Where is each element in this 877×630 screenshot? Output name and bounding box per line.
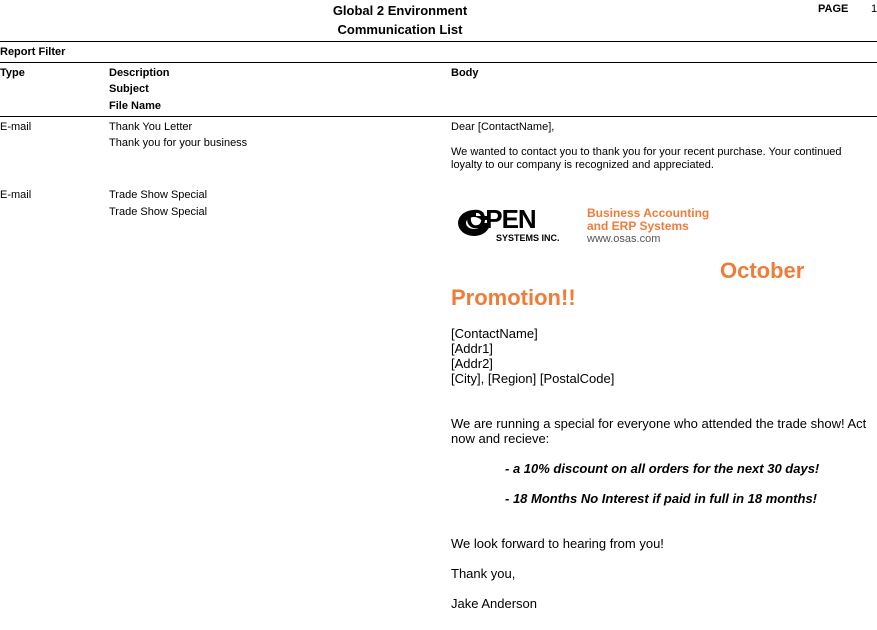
address-line: [City], [Region] [PostalCode] [451,371,615,386]
address-line: [Addr2] [451,356,493,371]
closing-line2: Thank you, [451,566,516,581]
row-description: Trade Show Special [109,189,208,201]
logo-brand-top: OPEN [466,204,536,234]
signature: Jake Anderson [451,596,538,611]
header-rule [0,41,877,42]
row-type: E-mail [0,121,32,133]
row-description: Thank You Letter [109,121,193,133]
page-label: PAGE [818,3,849,15]
logo-brand-bottom: SYSTEMS INC. [496,233,560,243]
row-type: E-mail [0,189,32,201]
row-subject: Thank you for your business [109,137,248,149]
address-line: [Addr1] [451,341,493,356]
promo-october: October [720,258,805,283]
offer-bullet1: - a 10% discount on all orders for the next 30 days! [505,461,820,476]
report-subtitle: Communication List [337,22,463,37]
report-filter-label: Report Filter [0,46,66,58]
col-type-header: Type [0,67,25,79]
row-body-line2: loyalty to our company is recognized and appreciated. [451,159,714,171]
filter-rule [0,62,877,63]
page-number: 1 [871,3,877,15]
col-body-header: Body [451,67,479,79]
row-subject: Trade Show Special [109,206,208,218]
report-title: Global 2 Environment [332,3,468,18]
offer-bullet2: - 18 Months No Interest if paid in full in 18 months! [505,491,818,506]
col-subject-header: Subject [109,83,149,95]
row-body-greeting: Dear [ContactName], [451,121,555,133]
logo-url: www.osas.com [587,233,661,245]
columns-rule [0,116,877,117]
closing-line1: We look forward to hearing from you! [451,536,664,551]
logo-tagline1: Business Accounting [587,206,710,220]
address-line: [ContactName] [451,326,538,341]
intro-line1: We are running a special for everyone who attended the trade show! Act [451,416,867,431]
col-filename-header: File Name [109,100,161,112]
open-systems-logo [456,206,576,246]
promo-title: Promotion!! [451,285,576,310]
logo-tagline2: and ERP Systems [587,219,689,233]
col-description-header: Description [109,67,170,79]
row-body-line1: We wanted to contact you to thank you for your recent purchase. Your continued [451,146,842,158]
intro-line2: now and recieve: [451,431,550,446]
